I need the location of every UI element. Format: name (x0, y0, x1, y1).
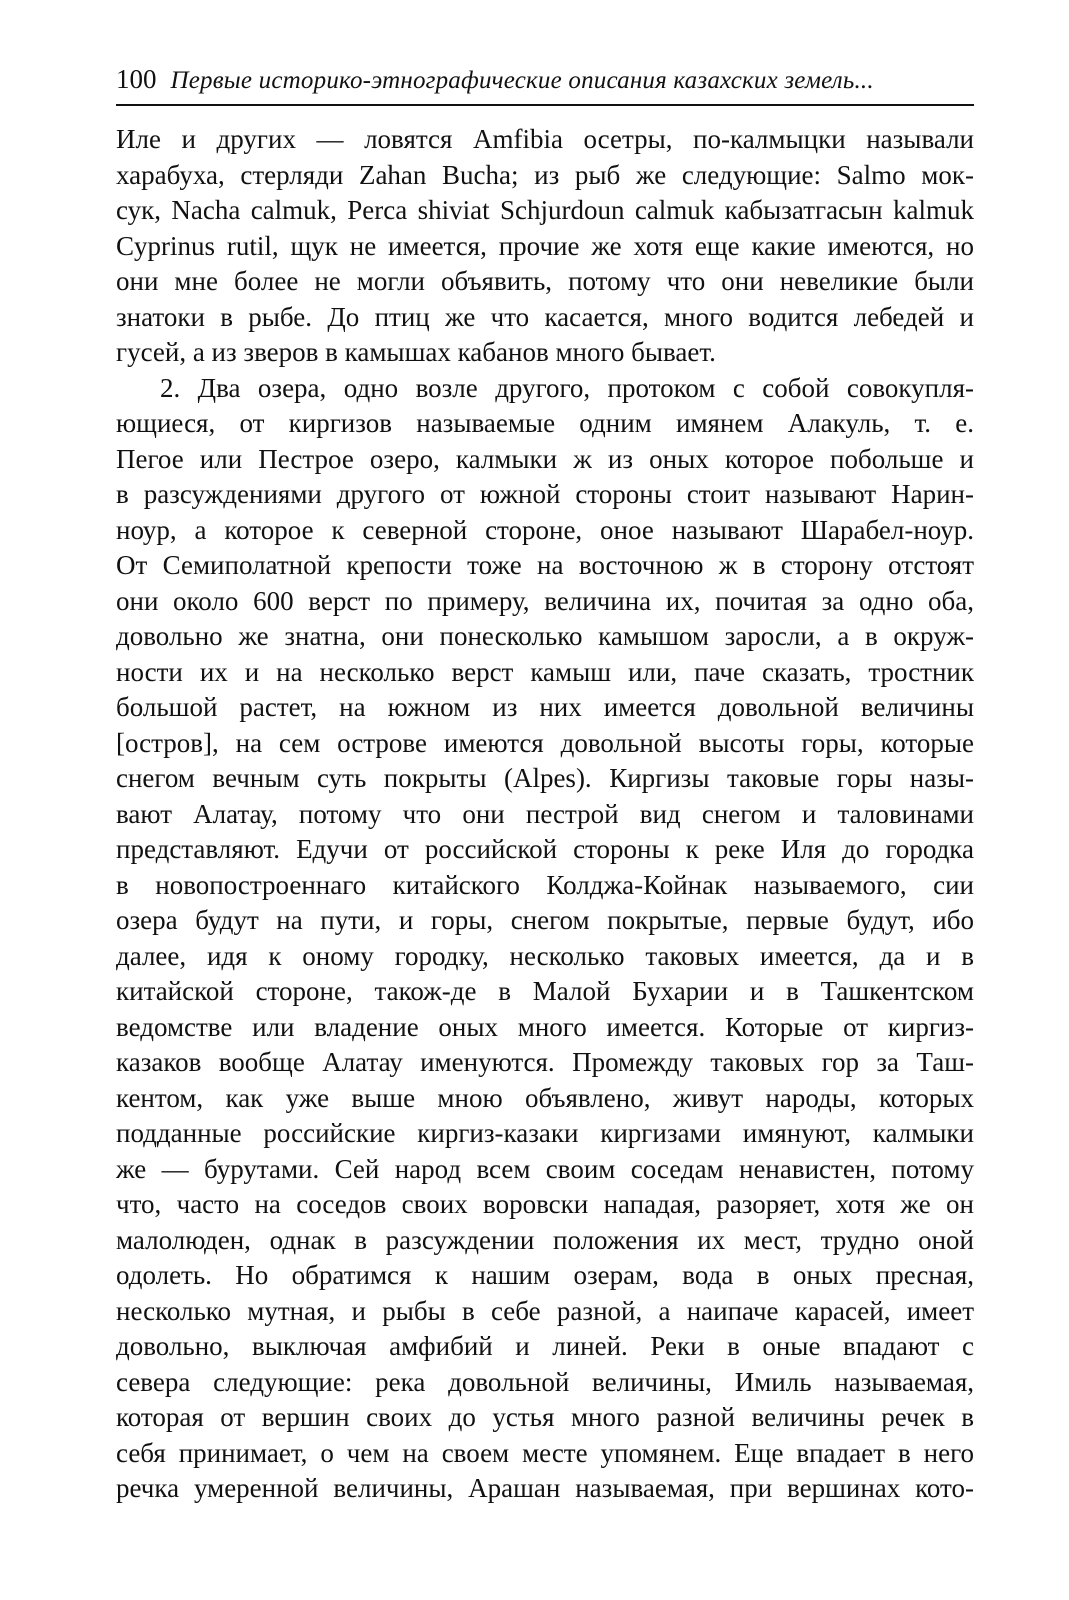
text-line: Иле и других — ловятся Amfibia осетры, по-калмыцки называли (116, 124, 974, 154)
running-header (116, 62, 974, 106)
text-line: знатоки в рыбе. До птиц же что касается, много водится лебедей и (116, 301, 974, 332)
text-line: озера будут на пути, и горы, снегом покрытые, первые будут, ибо (116, 905, 974, 935)
body-text (116, 122, 974, 1507)
text-line: подданные российские киргиз-казаки киргизами имянуют, калмыки (116, 1118, 974, 1148)
text-line: довольно, выключая амфибий и линей. Реки в оные впадают с (116, 1331, 974, 1361)
text-line: несколько мутная, и рыбы в себе разной, а наипаче карасей, имеет (116, 1295, 974, 1326)
book-page (116, 62, 974, 1507)
text-line: ности их и на несколько верст камыш или, паче сказать, тростник (116, 656, 974, 687)
text-line: в разсуждениями другого от южной стороны стоит называют Нарин- (116, 479, 974, 509)
paragraph-2 (116, 371, 974, 1507)
text-line: гусей, а из зверов в камышах кабанов много бывает. (116, 337, 716, 367)
text-line: От Семиполатной крепости тоже на восточною ж в сторону отстоят (116, 550, 974, 580)
text-line: Cyprinus rutil, щук не имеется, прочие же хотя еще какие имеются, но (116, 230, 974, 261)
text-line: большой растет, на южном из них имеется довольной величины (116, 692, 974, 722)
text-line: далее, идя к оному городку, несколько таковых имеется, да и в (116, 940, 974, 971)
text-line: 2. Два озера, одно возле другого, протоком с собой совокупля- (160, 372, 974, 403)
running-title: Первые историко-этнографические описания казахских земель... (170, 67, 874, 94)
text-line: кентом, как уже выше мною объявлено, живут народы, которых (116, 1082, 974, 1113)
text-line: [остров], на сем острове имеются довольной высоты горы, которые (116, 727, 974, 758)
text-line: довольно же знатна, они понесколько камышом заросли, а в окруж- (116, 621, 974, 651)
paragraph-1 (116, 122, 974, 371)
text-line: Пегое или Пестрое озеро, калмыки ж из оных которое побольше и (116, 443, 974, 474)
text-line: же — бурутами. Сей народ всем своим соседам ненавистен, потому (116, 1153, 974, 1184)
text-line: в новопостроеннаго китайского Колджа-Койнак называемого, сии (116, 869, 974, 900)
text-line: они мне более не могли объявить, потому что они невеликие были (116, 266, 974, 296)
text-line: ведомстве или владение оных много имеется. Которые от киргиз- (116, 1011, 974, 1042)
text-line: ноур, а которое к северной стороне, оное называют Шарабел-ноур. (116, 514, 974, 545)
text-line: вают Алатау, потому что они пестрой вид снегом и таловинами (116, 798, 974, 829)
text-line: севера следующие: река довольной величины, Имиль называемая, (116, 1366, 974, 1397)
text-line: себя принимает, о чем на своем месте упомянем. Еще впадает в него (116, 1437, 974, 1468)
text-line: казаков вообще Алатау именуются. Промежду таковых гор за Таш- (116, 1047, 974, 1077)
page-number: 100 (116, 64, 157, 94)
text-line: сук, Nacha calmuk, Perca shiviat Schjurdoun calmuk кабызатгасын kalmuk (116, 195, 974, 225)
text-line: они около 600 верст по примеру, величина их, почитая за одно оба, (116, 585, 974, 616)
text-line: представляют. Едучи от российской стороны к реке Иля до городка (116, 834, 974, 864)
text-line: малолюден, однак в разсуждении положения их мест, трудно оной (116, 1224, 974, 1255)
text-line: ющиеся, от киргизов называемые одним имянем Алакуль, т. е. (116, 408, 974, 438)
text-line: что, часто на соседов своих воровски нападая, разоряет, хотя же он (116, 1189, 974, 1219)
text-line: речка умеренной величины, Арашан называемая, при вершинах кото- (116, 1473, 974, 1503)
text-line: китайской стороне, також-де в Малой Бухарии и в Ташкентском (116, 976, 974, 1006)
text-line: харабуха, стерляди Zahan Bucha; из рыб же следующие: Salmo мок- (116, 159, 974, 190)
text-line: которая от вершин своих до устья много разной величины речек в (116, 1402, 974, 1432)
text-line: снегом вечным суть покрыты (Alpes). Киргизы таковые горы назы- (116, 763, 974, 793)
text-line: одолеть. Но обратимся к нашим озерам, вода в оных пресная, (116, 1260, 974, 1290)
